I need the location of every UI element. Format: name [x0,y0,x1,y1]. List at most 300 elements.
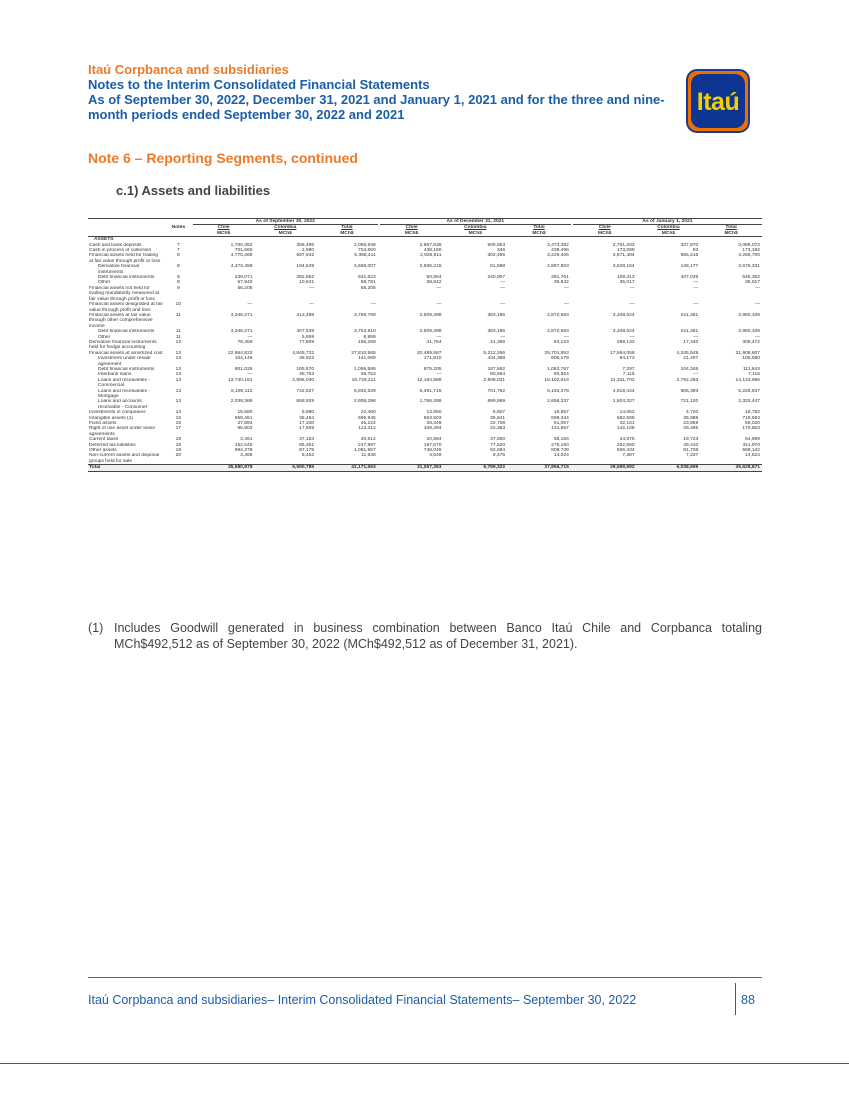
row-value: 262,560 [616,442,635,448]
row-value: 327,870 [680,242,699,248]
table-row [88,399,762,410]
row-value: 16,726,211 [351,377,376,383]
row-label: Other [98,280,111,286]
row-value: 109,294 [423,426,442,432]
row-note: 12 [175,339,182,345]
document-header [88,62,668,122]
row-value: 2,056,848 [353,242,376,248]
row-value: 545,352 [742,275,760,281]
col-header-chile: Chile [405,225,418,231]
row-value: 746,045 [423,448,442,454]
row-value: 35,628,671 [700,465,762,471]
row-value: 4,668,007 [353,264,376,270]
row-value: 5,368,411 [354,253,376,259]
row-value: 35,988 [683,415,699,421]
row-value: 6,590,785 [254,465,316,471]
row-value: 2,509,498 [419,312,442,318]
row-note: 8 [177,264,180,270]
row-value: 6,190,112 [231,388,253,394]
row-value: 6,880 [301,410,315,416]
row-value: 994,378 [234,448,253,454]
row-value: 62,694 [490,448,506,454]
row-value: 4,619,444 [612,388,635,394]
row-label: Investments in companies [89,410,146,416]
row-value: — [436,285,442,291]
col-header-colombia: Colombia [657,225,680,231]
assets-table [88,218,762,472]
row-note: 17 [175,426,182,432]
row-value: 597,942 [296,253,315,259]
row-value: 14,062 [619,410,635,416]
row-value: 275,190 [551,442,569,448]
row-value: 3,089,072 [738,242,760,248]
row-value: 6,193,478 [547,388,569,394]
row-value: 5,959 [363,334,376,340]
row-label: Debt financial instruments [98,329,155,335]
row-note: 14 [175,410,182,416]
unit-label: MCh$ [637,231,701,237]
unit-label: MCh$ [316,231,378,237]
row-value: — [755,334,760,340]
header-subtitle-line2: As of September 30, 2022, December 31, 2021 and January 1, 2021 and for the three and nine- [88,92,665,107]
table-row [88,356,762,367]
row-note: 13 [175,372,182,378]
row-note: 7 [177,242,180,248]
row-value: 93 [692,248,699,254]
row-value: 2,908,031 [483,377,506,383]
row-value: 682,695 [616,415,635,421]
row-label: Loans and accounts receivable - Consumer [98,399,148,410]
row-value: 611,481 [680,312,699,318]
period-header: As of January 1, 2021 [573,219,762,225]
row-value: 302,495 [487,253,506,259]
row-value: 58,184 [553,437,569,443]
row-value: 611,481 [680,329,699,335]
row-note [164,465,193,471]
col-header-colombia: Colombia [464,225,487,231]
row-value: 171,810 [423,356,442,362]
row-value: 3,346,271 [230,312,253,318]
row-value: 142,108 [616,426,635,432]
row-value: 3,753,810 [353,329,376,335]
row-value: 3,528,154 [612,264,635,270]
row-value: 81,708 [683,448,699,454]
row-value: 4,245,549 [676,350,699,356]
row-value: 413,498 [296,312,315,318]
row-value: 1,062,767 [547,366,569,372]
row-value: 701,762 [487,388,506,394]
row-value: 407,539 [296,329,315,335]
row-value: 631,623 [358,275,376,281]
row-value: — [247,372,253,378]
col-header-total: Total [725,225,737,231]
notes-header: Notes [171,224,186,230]
row-value: 5,212,266 [483,350,506,356]
row-value: 35,841 [490,415,506,421]
row-value: 699,344 [551,415,569,421]
row-value: 901,025 [234,366,253,372]
row-value: 12,194,588 [416,377,442,383]
page-number: 88 [741,993,755,1007]
row-value: 51,057 [553,421,569,427]
row-value: 108,313 [616,275,635,281]
row-value: 14,624 [745,453,760,459]
unit-label: MCh$ [193,231,255,237]
row-value: 3,676,331 [738,264,760,270]
row-value: 23,859 [683,421,699,427]
row-value: 27,810,565 [351,350,376,356]
row-value: — [693,302,699,308]
row-value: 197,670 [423,442,442,448]
row-value: 105,580 [742,356,760,362]
row-value: 80,554 [553,372,569,378]
row-value: — [309,285,315,291]
row-value: 588,142 [742,448,760,454]
row-value: 19,557 [553,410,569,416]
row-value: 2,509,498 [419,329,442,335]
row-label: Intangible assets (1) [89,415,134,421]
row-note: 8 [177,280,180,286]
table-row [88,253,762,264]
row-value: 7,115 [748,372,760,378]
row-value: 4,770,469 [230,253,253,259]
row-value: 2,792,283 [676,377,699,383]
row-value: 37,856,715 [507,465,571,471]
row-value: 37,153 [299,437,315,443]
row-value: 29,589,992 [573,465,637,471]
row-note: 16 [175,421,182,427]
row-value: — [755,285,760,291]
footer-separator [735,983,736,1015]
table-row [88,378,762,389]
row-value: 85,351 [299,442,315,448]
row-note: 11 [175,312,181,318]
row-value: 8,452 [301,453,315,459]
row-value: 742,527 [296,388,315,394]
row-value: 27,894 [237,421,253,427]
row-value: 19,723 [683,437,699,443]
row-value: 9,475 [492,453,506,459]
row-value: 306,472 [742,339,760,345]
header-subtitle-line3: month periods ended September 30, 2022 and 2021 [88,107,405,122]
row-value: 13,730,181 [227,377,253,383]
row-note: 11 [175,334,181,340]
row-value: 56,205 [237,285,253,291]
row-label: Cash and bank deposits [89,242,142,248]
unit-label: MCh$ [254,231,316,237]
itau-logo [683,66,753,136]
row-value: — [563,334,569,340]
row-value: 291,761 [551,275,569,281]
row-value: 36,484 [299,415,315,421]
row-value: 6,038,699 [637,465,701,471]
row-label: Total [88,465,164,471]
row-value: 721,120 [680,399,699,405]
unit-label: MCh$ [573,231,637,237]
header-subtitle-line1: Notes to the Interim Consolidated Financial Statements [88,77,430,92]
row-value: 17,509 [299,426,315,432]
row-value: 148,177 [680,264,699,270]
row-value: 194,549 [296,264,315,270]
page-bottom-rule [0,1063,849,1064]
row-value: 3,671,484 [612,253,635,259]
row-note: 18 [175,437,182,443]
row-value: 6,799,322 [443,465,507,471]
row-value: 239,071 [234,275,253,281]
row-note: 7 [177,248,180,254]
row-value: 2,039,369 [230,399,253,405]
row-value: — [500,285,506,291]
row-value: 605,853 [487,242,506,248]
row-label: Investment under resale agreement [98,356,151,367]
table-row [88,264,762,275]
row-value: — [629,334,635,340]
row-value: 1,066,595 [353,366,376,372]
row-value: 95,803 [237,426,253,432]
row-value: 3,348,624 [612,312,635,318]
row-note: 8 [177,275,180,281]
footnote [88,620,762,652]
row-note: 13 [175,366,182,372]
row-value: 87,179 [299,448,315,454]
row-value: 7,237 [686,453,699,459]
row-value: 659,461 [234,415,253,421]
row-value: 56,020 [745,421,760,427]
row-value: 131,657 [551,426,569,432]
row-note: 20 [175,453,182,459]
row-value: 35,580,878 [193,465,255,471]
row-value: — [563,285,569,291]
row-value: 4,845,732 [292,350,315,356]
section-title: c.1) Assets and liabilities [116,183,271,198]
row-value: 875,205 [423,366,442,372]
row-label: Financial assets not held for trading mandatorily measured at fair value through profit or loss [89,285,160,302]
row-value: 5,225,837 [738,388,760,394]
row-value: 2,897,803 [547,264,569,270]
row-value: 4,256,700 [738,253,760,259]
row-value: 21,407 [683,356,699,362]
row-value: 606,393 [680,388,699,394]
row-label: Cash in process of collection [89,248,152,254]
row-value: 84,173 [619,356,635,362]
row-value: 35,017 [619,280,635,286]
row-value: 2,872,683 [547,329,569,335]
row-value: 3,346,271 [230,329,253,335]
row-value: 173,099 [616,248,635,254]
row-note: 13 [175,350,182,356]
row-value: 156,268 [358,339,376,345]
row-value: 56,205 [360,285,376,291]
row-value: 1,756,268 [419,399,442,405]
row-note: 8 [177,253,180,259]
footer-divider [88,977,762,978]
row-value: 32,161 [619,421,635,427]
row-value: 2,656,237 [547,399,569,405]
row-value: 1,081,557 [353,448,376,454]
row-value: — [436,334,442,340]
row-value: 3,486 [240,453,253,459]
row-value: — [693,334,699,340]
row-value: 22,964,833 [227,350,253,356]
row-value: 35,753 [299,372,315,378]
company-name: Itaú Corpbanca and subsidiaries [88,62,289,77]
row-value: 11,938 [361,453,376,459]
row-value: 11,341,702 [610,377,635,383]
row-value: 2,990 [301,248,315,254]
section-label: ASSETS [94,237,114,243]
row-label: Current taxes [89,437,119,443]
row-value: — [436,372,442,378]
row-value: — [629,302,635,308]
row-note: 13 [175,388,182,394]
row-note: 11 [175,329,181,335]
row-value: — [247,334,253,340]
footer-text: Itaú Corpbanca and subsidiaries– Interim Consolidated Financial Statements– September 30, 2022 [88,993,637,1007]
row-label: Other assets [89,448,117,454]
unit-label: MCh$ [380,231,444,237]
row-value: 240,907 [487,275,506,281]
row-value: 3,960,105 [738,329,760,335]
row-value: 35,753 [360,372,376,378]
row-value: 346 [496,248,506,254]
table-row [88,426,762,437]
row-value: 104,146 [234,356,253,362]
row-label: Non-current assets and disposal groups held for sale [89,453,160,464]
row-value: 14,024 [553,453,569,459]
row-label: Other [98,334,111,340]
table-row [88,302,762,313]
row-value: 64,699 [745,437,760,443]
row-value: 104,346 [680,366,699,372]
row-value: 83,123 [553,339,569,345]
footnote-text: Includes Goodwill generated in business combination between Banco Itaú Chile and Corpbanca totaling MCh$492,512 as of September 30, 2022 (MCh$492,512 as of December 31, 2021). [114,621,762,651]
row-value: 5,607 [492,410,506,416]
row-note: 13 [175,377,182,383]
row-value: 22,460 [360,410,376,416]
period-header: As of September 30, 2022 [193,219,378,225]
row-value: 17,330 [299,421,315,427]
row-value: — [755,302,760,308]
row-value: 5,959 [301,334,315,340]
row-value: 49,410 [683,442,699,448]
row-value: 899,969 [487,399,506,405]
row-value: 39,842 [426,280,442,286]
row-value: 3,759,769 [353,312,376,318]
row-value: 21,909,607 [735,350,760,356]
row-value: 42,171,663 [316,465,378,471]
row-label: Debt financial instruments [98,275,155,281]
row-value: 289,132 [616,339,635,345]
row-value: 68,781 [360,280,376,286]
row-label: Right of use asset under lease agreements [89,426,156,437]
row-value: 18,782 [745,410,760,416]
row-note: 15 [175,415,182,421]
row-value: 4,720 [686,410,699,416]
row-value: 4,549 [429,453,442,459]
row-value: 40,614 [360,437,376,443]
col-header-total: Total [533,225,545,231]
row-value: 28,349 [426,421,442,427]
col-header-chile: Chile [598,225,611,231]
row-value: 695,945 [358,415,376,421]
row-value: 7,387 [622,453,635,459]
row-value: — [436,302,442,308]
row-value: 41,754 [426,339,442,345]
row-value: 35,017 [745,280,760,286]
table-row [88,389,762,400]
row-note: 18 [175,442,182,448]
row-value: 44,976 [619,437,635,443]
row-value: 37,600 [490,437,506,443]
row-value: 6,932,639 [353,388,376,394]
row-label: Loans and receivables - Commercial [98,377,150,389]
row-label: Interbank loans [98,372,132,378]
row-value: 434,368 [487,356,506,362]
row-value: 13,950 [426,410,442,416]
row-label: Derivative financial instruments held for hedge accounting [89,339,157,351]
row-value: 2,867,539 [419,242,442,248]
row-value: 15,580 [237,410,253,416]
row-value: 3,229,406 [547,253,569,259]
row-value: 39,842 [553,280,569,286]
row-value: 1,604,327 [612,399,635,405]
row-note: 13 [175,399,182,405]
row-value: 2,761,202 [612,242,635,248]
table-row [88,286,762,302]
row-value: 141,069 [358,356,376,362]
row-value: 356,496 [296,242,315,248]
logo-inner-square [691,74,745,128]
row-value: 392,552 [296,275,315,281]
row-note: 9 [177,285,180,291]
row-value: 3,461 [240,437,253,443]
row-value: 808,739 [551,448,569,454]
row-value: 5,491,716 [419,388,442,394]
row-note: 19 [175,448,182,454]
row-value: 50,854 [426,275,442,281]
row-value: 2,908,298 [353,399,376,405]
row-value: 718,683 [742,415,760,421]
row-value: — [500,334,506,340]
row-value: — [500,280,506,286]
row-value: 113,312 [358,426,376,432]
row-value: — [370,302,376,308]
row-value: 311,970 [742,442,760,448]
footnote-number: (1) [88,621,104,635]
note-title: Note 6 – Reporting Segments, continued [88,150,358,166]
row-value: 36,923 [299,356,315,362]
row-value: 77,520 [490,442,506,448]
row-label: Derivative financial instruments [98,264,140,275]
row-value: 3,473,392 [547,242,569,248]
period-header: As of December 31, 2021 [380,219,571,225]
row-label: Debt financial instruments [98,366,155,372]
row-value: 438,496 [551,248,569,254]
row-value: 7,115 [622,372,635,378]
row-value: 31,057,393 [380,465,444,471]
row-value: 4,473,458 [230,264,253,270]
row-value: 14,133,985 [735,377,760,383]
row-value: 438,150 [423,248,442,254]
row-label: Deferred tax liabilities [89,442,136,448]
row-value: 78,459 [237,339,253,345]
row-value: 187,562 [487,366,506,372]
row-value: 2,926,911 [420,253,442,259]
row-label: Fixed assets [89,421,117,427]
row-value: 17,340 [683,339,699,345]
logo-text: Itaú [696,88,740,116]
row-value: 45,224 [360,421,376,427]
